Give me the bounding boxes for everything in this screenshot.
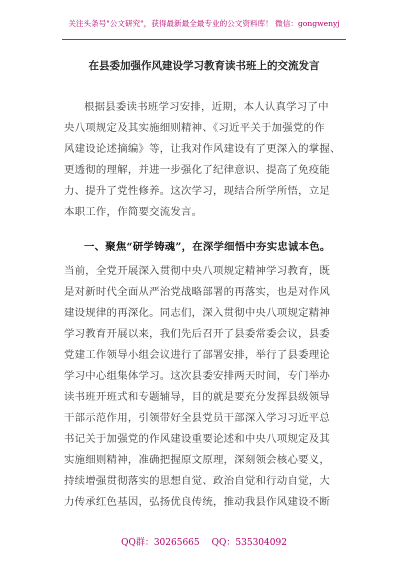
document-title: 在县委加强作风建设学习教育读书班上的交流发言 xyxy=(88,60,320,72)
text-line: 读书班开班式和专题辅导，目的就是要充分发挥县级领导 xyxy=(64,391,331,403)
header-divider xyxy=(62,39,346,40)
text-line: 党建工作领导小组会议进行了部署安排，举行了县委理论 xyxy=(64,349,331,361)
text-line: 书记关于加强党的作风建设重要论述和中央八项规定及其 xyxy=(64,433,331,445)
header-banner: 关注头条号"公文研究"，获得最新最全最专业的公文资料库！ 微信：gongwenyj xyxy=(68,19,340,28)
text-line: 更透彻的理解，并进一步强化了纪律意识、提高了免疫能 xyxy=(64,164,331,176)
text-line: 风建设论述摘编》等，让我对作风建设有了更深入的掌握、 xyxy=(64,143,341,155)
text-line: 央八项规定及其实施细则精神、《习近平关于加强党的作 xyxy=(64,122,325,134)
text-line: 实施细则精神，准确把握原文原理，深刻领会核心要义， xyxy=(64,454,331,466)
text-line: 干部示范作用，引领带好全县党员干部深入学习习近平总 xyxy=(64,412,331,424)
text-line: 当前，全党开展深入贯彻中央八项规定精神学习教育，既 xyxy=(64,265,331,277)
text-line: 学习中心组集体学习。这次县委安排两天时间，专门举办 xyxy=(64,370,331,382)
section-heading-rest: 在深学细悟中夯实忠诚本色。 xyxy=(192,241,331,253)
footer-qq-group: QQ群：30265665 xyxy=(121,538,200,548)
text-line: 本职工作，作简要交流发言。 xyxy=(64,206,203,218)
footer-qq: QQ：535304092 xyxy=(211,538,287,548)
text-line: 持续增强贯彻落实的思想自觉、政治自觉和行动自觉，大 xyxy=(64,475,331,487)
text-line: 力、提升了党性修养。这次学习，现结合所学所悟，立足 xyxy=(64,185,331,197)
text-line: 学习教育开展以来，我们先后召开了县委常委会议，县委 xyxy=(64,328,331,340)
text-line: 力传承红色基因，弘扬优良传统，推动我县作风建设不断 xyxy=(64,496,331,508)
text-line: 是对新时代全面从严治党战略部署的再落实，也是对作风 xyxy=(64,286,331,298)
text-line: 根据县委读书班学习安排，近期，本人认真学习了中 xyxy=(84,101,329,113)
section-heading-lead: 一、聚焦“研学铸魂”， xyxy=(84,241,193,253)
text-line: 建设规律的再深化。同志们，深入贯彻中央八项规定精神 xyxy=(64,307,331,319)
section-heading xyxy=(84,238,331,253)
footer-contact xyxy=(0,535,408,548)
